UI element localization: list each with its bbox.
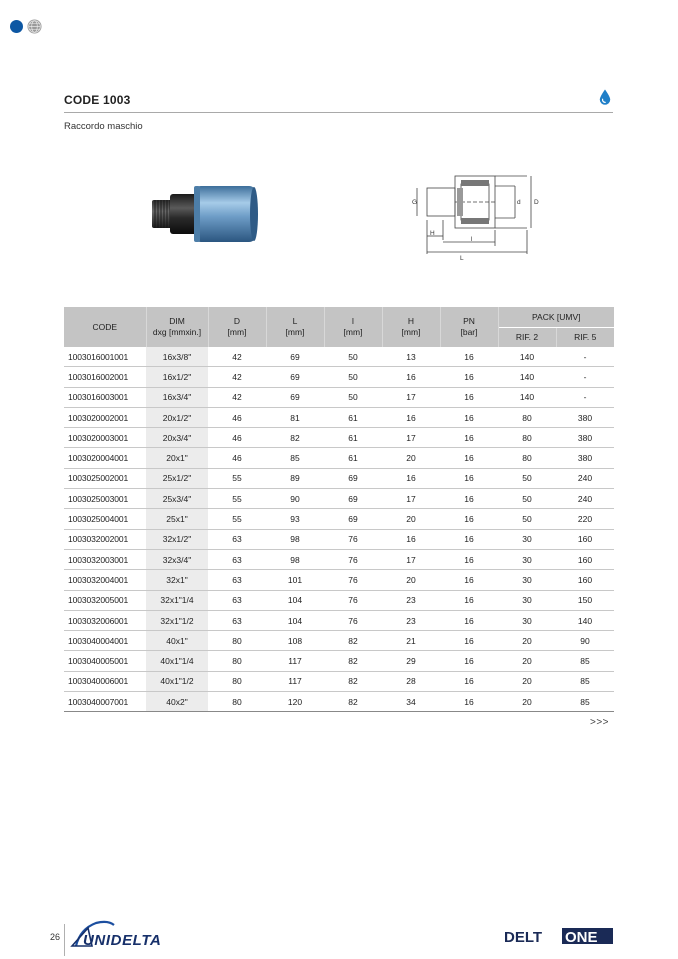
cell-d: 80 [208,631,266,651]
cell-code: 1003032003001 [64,549,146,569]
table-row [64,631,614,651]
cell-code: 1003016001001 [64,347,146,367]
table-row [64,428,614,448]
cell-pn: 16 [440,509,498,529]
cell-h: 20 [382,448,440,468]
cell-code: 1003032002001 [64,529,146,549]
cell-h: 23 [382,590,440,610]
cell-pn: 16 [440,407,498,427]
cell-rif5: 240 [556,468,614,488]
header-L [266,307,324,347]
table-row [64,651,614,671]
cell-d: 80 [208,671,266,691]
cell-l: 104 [266,610,324,630]
table-row [64,367,614,387]
header-d-unit: [mm] [227,327,247,337]
cell-rif5: 240 [556,489,614,509]
cell-d: 42 [208,347,266,367]
cell-code: 1003025004001 [64,509,146,529]
spec-table-body [64,347,614,712]
cell-rif2: 20 [498,651,556,671]
cell-code: 1003040004001 [64,631,146,651]
cell-rif2: 140 [498,367,556,387]
cell-rif2: 50 [498,468,556,488]
cell-dim: 32x1"1/4 [146,590,208,610]
cell-d: 80 [208,651,266,671]
cell-dim: 32x1/2" [146,529,208,549]
header-dim [146,307,208,347]
page-number: 26 [50,932,61,942]
cell-h: 17 [382,489,440,509]
cell-d: 46 [208,428,266,448]
cell-dim: 20x3/4" [146,428,208,448]
cell-h: 16 [382,407,440,427]
cell-h: 21 [382,631,440,651]
cell-l: 61 [324,448,382,468]
table-row [64,448,614,468]
cell-h: 34 [382,692,440,712]
cell-code: 1003040006001 [64,671,146,691]
cell-rif2: 50 [498,509,556,529]
cell-h: 13 [382,347,440,367]
spec-table [64,307,614,712]
table-row [64,590,614,610]
cell-l: 117 [266,651,324,671]
cell-dim: 16x3/8" [146,347,208,367]
drawing-label-g: G [412,199,418,206]
cell-dim: 25x3/4" [146,489,208,509]
cell-d: 55 [208,468,266,488]
cell-pn: 16 [440,590,498,610]
cell-dim: 25x1" [146,509,208,529]
cell-dim: 40x2" [146,692,208,712]
cell-h: 20 [382,509,440,529]
cell-dim: 20x1" [146,448,208,468]
cell-rif2: 50 [498,489,556,509]
cell-rif2: 80 [498,407,556,427]
cell-h: 20 [382,570,440,590]
header-h-label: H [407,316,415,326]
cell-l: 50 [324,367,382,387]
cell-l: 69 [324,489,382,509]
cell-h: 17 [382,549,440,569]
cell-pn: 16 [440,549,498,569]
cell-l: 69 [324,468,382,488]
cell-l: 120 [266,692,324,712]
cell-l: 76 [324,590,382,610]
deltone-wordmark-part1: DELT [504,929,543,945]
deltone-logo [504,927,614,945]
cell-rif5: 380 [556,407,614,427]
table-row [64,692,614,712]
cell-l: 61 [324,407,382,427]
cell-rif5: 85 [556,692,614,712]
cell-h: 17 [382,387,440,407]
cell-rif5: 140 [556,610,614,630]
cell-l: 90 [266,489,324,509]
cell-d: 55 [208,489,266,509]
table-row [64,610,614,630]
cell-d: 63 [208,529,266,549]
table-row [64,570,614,590]
cell-code: 1003016002001 [64,367,146,387]
water-drop-icon [599,89,611,105]
cell-l: 93 [266,509,324,529]
cell-rif5: - [556,347,614,367]
cell-d: 42 [208,387,266,407]
header-l-unit: [mm] [343,327,363,337]
cell-rif2: 80 [498,428,556,448]
header-L-label: L [292,316,298,326]
cell-dim: 20x1/2" [146,407,208,427]
cell-l: 82 [324,692,382,712]
cell-dim: 32x1"1/2 [146,610,208,630]
table-row [64,347,614,367]
cell-l: 76 [324,529,382,549]
cell-rif5: 220 [556,509,614,529]
header-pn-label: PN [463,316,475,326]
cell-pn: 16 [440,610,498,630]
cell-pn: 16 [440,387,498,407]
cell-l: 108 [266,631,324,651]
cell-l: 76 [324,610,382,630]
cell-pn: 16 [440,529,498,549]
cell-pn: 16 [440,651,498,671]
cell-rif2: 20 [498,631,556,651]
header-pn [440,307,498,347]
drawing-label-d-large: D [534,199,539,206]
cell-dim: 40x1"1/4 [146,651,208,671]
header-rif5: RIF. 5 [556,328,614,348]
cell-d: 63 [208,590,266,610]
cell-l: 89 [266,468,324,488]
cell-rif5: 90 [556,631,614,651]
globe-icon [27,19,42,34]
cell-d: 80 [208,692,266,712]
cell-h: 16 [382,529,440,549]
cell-rif2: 30 [498,549,556,569]
cell-h: 23 [382,610,440,630]
cell-pn: 16 [440,692,498,712]
cell-h: 17 [382,428,440,448]
cell-code: 1003040007001 [64,692,146,712]
cell-dim: 16x3/4" [146,387,208,407]
technical-drawing [403,166,553,266]
cell-rif5: 160 [556,570,614,590]
header-d-label: D [233,316,241,326]
cell-l: 69 [324,509,382,529]
cell-l: 69 [266,347,324,367]
cell-code: 1003020003001 [64,428,146,448]
cell-pn: 16 [440,468,498,488]
header-dim-label: DIM [169,316,185,326]
cell-rif2: 30 [498,610,556,630]
cell-code: 1003032006001 [64,610,146,630]
table-row [64,509,614,529]
cell-rif5: 85 [556,671,614,691]
cell-pn: 16 [440,428,498,448]
product-subtitle: Raccordo maschio [64,121,143,132]
header-dim-unit: dxg [mmxin.] [152,327,202,337]
cell-h: 16 [382,468,440,488]
cell-rif2: 140 [498,387,556,407]
header-h [382,307,440,347]
table-row [64,671,614,691]
cell-d: 42 [208,367,266,387]
cell-pn: 16 [440,448,498,468]
cell-rif2: 30 [498,529,556,549]
header-pack: PACK [UMV] [498,307,614,328]
cell-rif2: 20 [498,671,556,691]
footer-divider [64,924,65,956]
cell-dim: 40x1"1/2 [146,671,208,691]
cell-code: 1003040005001 [64,651,146,671]
cell-rif2: 80 [498,448,556,468]
header-code: CODE [64,307,146,347]
cell-l: 61 [324,428,382,448]
table-row [64,489,614,509]
header-pn-unit: [bar] [460,327,478,337]
code-title: CODE 1003 [64,93,131,107]
cell-rif5: 160 [556,529,614,549]
cell-pn: 16 [440,671,498,691]
cell-dim: 32x1" [146,570,208,590]
cell-pn: 16 [440,367,498,387]
cell-d: 46 [208,407,266,427]
cell-h: 16 [382,367,440,387]
cell-code: 1003020004001 [64,448,146,468]
header-l-label: l [352,316,354,326]
cell-l: 50 [324,347,382,367]
cell-d: 63 [208,549,266,569]
title-divider [64,112,613,113]
cell-code: 1003032004001 [64,570,146,590]
cell-l: 76 [324,570,382,590]
cell-rif2: 20 [498,692,556,712]
drawing-label-h: H [430,230,435,237]
cell-dim: 40x1" [146,631,208,651]
cell-dim: 16x1/2" [146,367,208,387]
cell-l: 85 [266,448,324,468]
table-row [64,549,614,569]
cell-l: 117 [266,671,324,691]
header-L-unit: [mm] [285,327,305,337]
cell-h: 28 [382,671,440,691]
cell-rif2: 30 [498,570,556,590]
header-h-unit: [mm] [401,327,421,337]
cell-l: 82 [324,651,382,671]
drawing-label-l-small: l [471,236,473,243]
cell-l: 104 [266,590,324,610]
table-row [64,529,614,549]
cell-pn: 16 [440,631,498,651]
cell-d: 63 [208,570,266,590]
drawing-label-l-large: L [460,255,464,262]
cell-pn: 16 [440,347,498,367]
cell-dim: 25x1/2" [146,468,208,488]
cell-code: 1003025002001 [64,468,146,488]
cell-d: 46 [208,448,266,468]
table-row [64,407,614,427]
cell-rif5: 380 [556,448,614,468]
cell-l: 76 [324,549,382,569]
unidelta-wordmark: UNIDELTA [83,932,162,949]
cell-rif5: 380 [556,428,614,448]
cell-pn: 16 [440,489,498,509]
cell-dim: 32x3/4" [146,549,208,569]
cell-l: 69 [266,387,324,407]
unidelta-logo [70,919,210,949]
blue-dot-icon [10,20,23,33]
cell-l: 98 [266,529,324,549]
continue-marker: >>> [590,717,610,728]
cell-l: 82 [324,671,382,691]
table-row [64,387,614,407]
cell-rif5: 150 [556,590,614,610]
cell-code: 1003032005001 [64,590,146,610]
cell-l: 82 [324,631,382,651]
cell-rif2: 30 [498,590,556,610]
cell-d: 63 [208,610,266,630]
cell-rif5: 160 [556,549,614,569]
cell-rif5: - [556,387,614,407]
cell-code: 1003020002001 [64,407,146,427]
cell-l: 98 [266,549,324,569]
cell-l: 101 [266,570,324,590]
drawing-label-d-small: d [517,199,521,206]
cell-l: 50 [324,387,382,407]
cell-pn: 16 [440,570,498,590]
cell-h: 29 [382,651,440,671]
cell-l: 82 [266,428,324,448]
cell-rif2: 140 [498,347,556,367]
deltone-wordmark-part2: ONE [565,929,598,945]
cell-l: 69 [266,367,324,387]
cell-rif5: 85 [556,651,614,671]
header-l [324,307,382,347]
cell-code: 1003025003001 [64,489,146,509]
cell-code: 1003016003001 [64,387,146,407]
product-photo [150,178,262,250]
header-d [208,307,266,347]
cell-l: 81 [266,407,324,427]
header-rif2: RIF. 2 [498,328,556,348]
cell-rif5: - [556,367,614,387]
table-row [64,468,614,488]
cell-d: 55 [208,509,266,529]
